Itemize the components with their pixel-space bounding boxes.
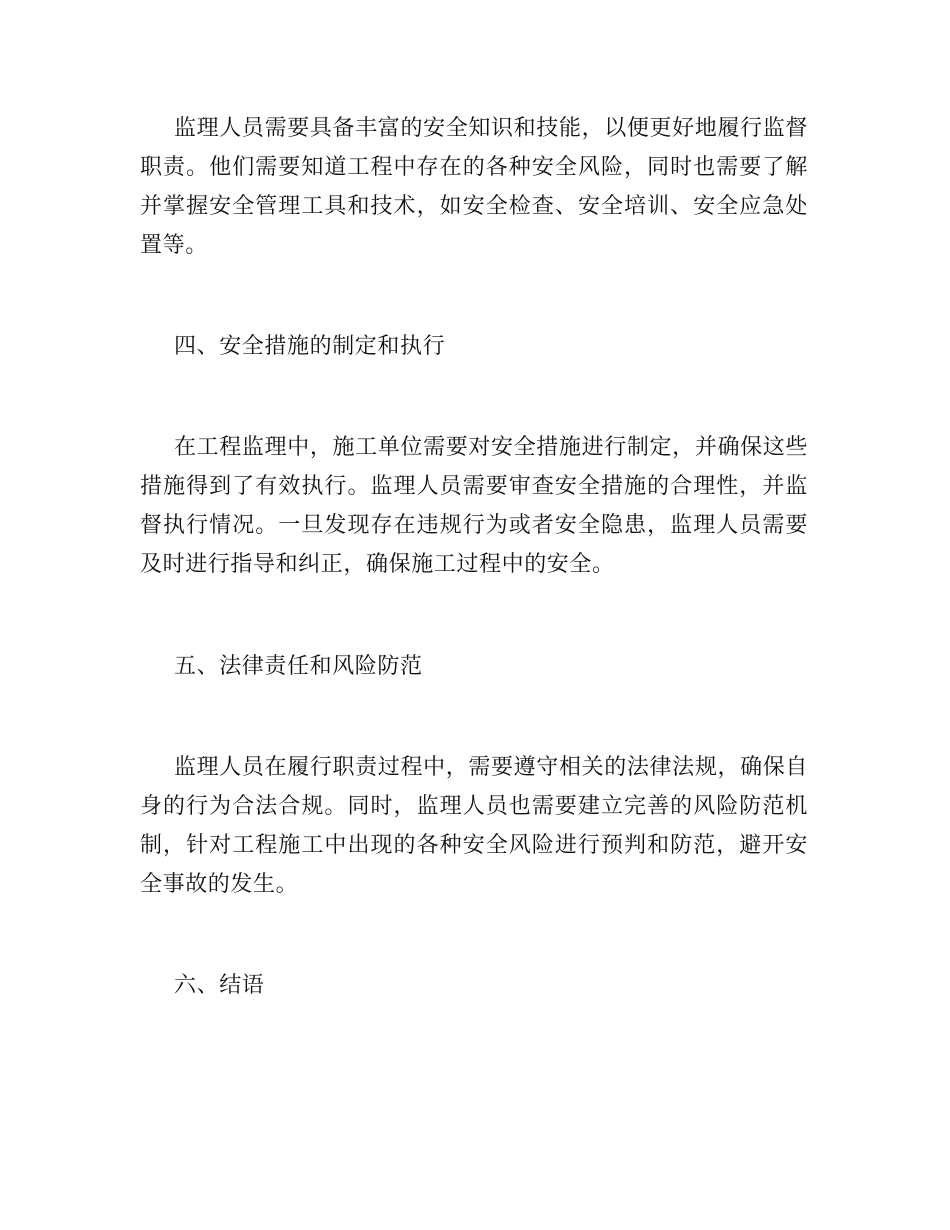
section-heading: 六、结语	[174, 973, 265, 998]
body-paragraph: 监理人员在履行职责过程中，需要遵守相关的法律法规，确保自身的行为合法合规。同时，监理人员也需要建立完善的风险防范机制，针对工程施工中出现的各种安全风险进行预判和防范，避开安全事故的发生。	[140, 755, 808, 897]
section-heading: 四、安全措施的制定和执行	[174, 334, 446, 359]
section-heading: 五、法律责任和风险防范	[174, 654, 423, 679]
body-paragraph: 在工程监理中，施工单位需要对安全措施进行制定，并确保这些措施得到了有效执行。监理人员需要审查安全措施的合理性，并监督执行情况。一旦发现存在违规行为或者安全隐患，监理人员需要及时进行指导和纠正，确保施工过程中的安全。	[140, 435, 808, 577]
body-paragraph: 监理人员需要具备丰富的安全知识和技能，以便更好地履行监督职责。他们需要知道工程中存在的各种安全风险，同时也需要了解并掌握安全管理工具和技术，如安全检查、安全培训、安全应急处置等。	[140, 116, 808, 258]
